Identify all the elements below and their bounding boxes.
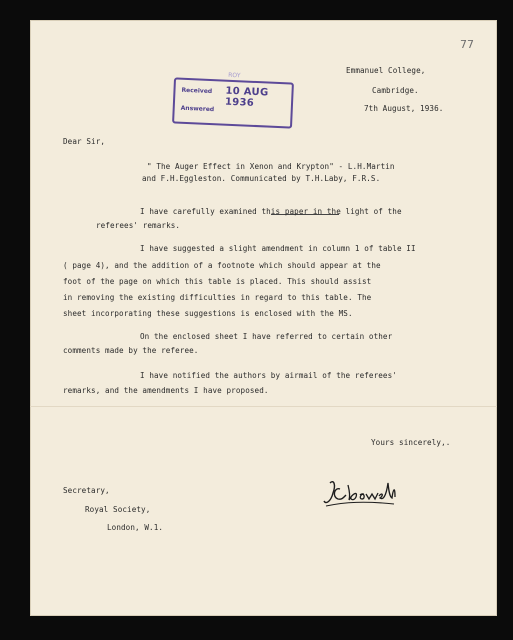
stamp-date: 10 AUG 1936 (224, 85, 269, 109)
letter-date: 7th August, 1936. (364, 104, 444, 113)
body-p3-line-1: On the enclosed sheet I have referred to certain other (140, 332, 393, 341)
address-college: Emmanuel College, (346, 66, 426, 75)
recipient-line-3: London, W.1. (107, 523, 164, 532)
body-p2-line-4: in removing the existing difficulties in regard to this table. The (63, 293, 372, 302)
stamp-received-label: Received (181, 86, 213, 96)
pencil-annotation: 77 (460, 38, 474, 51)
stamp-answered-label: Answered (180, 104, 215, 114)
salutation: Dear Sir, (63, 137, 106, 146)
handwritten-signature (320, 475, 400, 511)
stamp-top-text: ROY (228, 71, 241, 80)
recipient-line-2: Royal Society, (85, 505, 151, 514)
body-p2-line-3: foot of the page on which this table is placed. This should assist (63, 277, 372, 286)
subject-line-1: " The Auger Effect in Xenon and Krypton" - L.H.Martin (147, 162, 395, 171)
address-city: Cambridge. (372, 86, 419, 95)
body-p2-line-5: sheet incorporating these suggestions is enclosed with the MS. (63, 309, 353, 318)
body-p3-line-2: comments made by the referee. (63, 346, 199, 355)
subject-line-2: and F.H.Eggleston. Communicated by T.H.Laby, F.R.S. (142, 174, 381, 183)
recipient-line-1: Secretary, (63, 486, 110, 495)
body-p2-line-1: I have suggested a slight amendment in column 1 of table II (140, 244, 416, 253)
closing: Yours sincerely,. (371, 438, 451, 447)
received-stamp (172, 71, 294, 128)
signature-text: J.C. Bowe (320, 475, 326, 476)
body-p4-line-2: remarks, and the amendments I have proposed. (63, 386, 269, 395)
body-p1-line-2: referees' remarks. (96, 221, 181, 230)
letter-page (30, 20, 497, 616)
body-p1-line-1: I have carefully examined this paper in the light of the (140, 207, 402, 216)
body-p2-line-2: ( page 4), and the addition of a footnote which should appear at the (63, 261, 381, 270)
page-fold (30, 406, 497, 407)
body-p4-line-1: I have notified the authors by airmail of the referees' (140, 371, 397, 380)
